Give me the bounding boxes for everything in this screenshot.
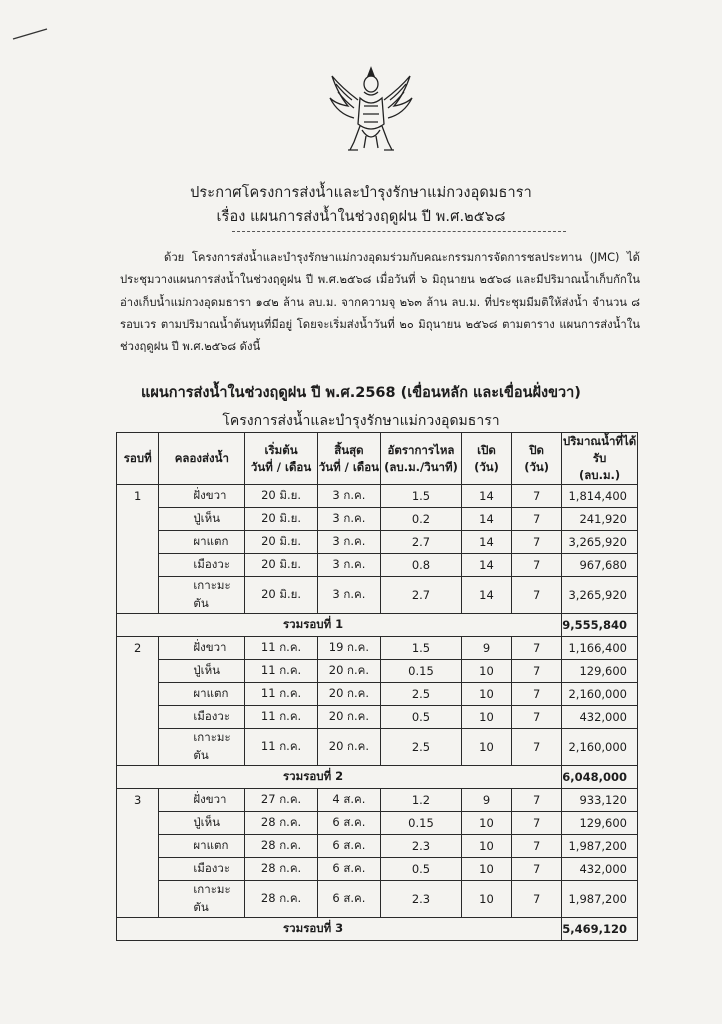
flow-rate: 2.5 xyxy=(381,729,462,766)
canal-name: ผาแตก xyxy=(159,531,245,554)
canal-name: ฝั่งขวา xyxy=(159,485,245,508)
open-days: 10 xyxy=(461,881,511,918)
open-days: 10 xyxy=(461,683,511,706)
close-days: 7 xyxy=(512,835,562,858)
end-date: 20 ก.ค. xyxy=(317,706,380,729)
flow-rate: 1.5 xyxy=(381,485,462,508)
end-date: 6 ส.ค. xyxy=(317,812,380,835)
open-days: 14 xyxy=(461,554,511,577)
water-volume: 129,600 xyxy=(562,660,638,683)
header-rate-line1: อัตราการไหล xyxy=(387,442,455,457)
start-date: 20 มิ.ย. xyxy=(245,531,318,554)
water-volume: 129,600 xyxy=(562,812,638,835)
header-close-line2: (วัน) xyxy=(524,459,550,474)
open-days: 10 xyxy=(461,729,511,766)
end-date: 20 ก.ค. xyxy=(317,729,380,766)
open-days: 14 xyxy=(461,577,511,614)
announcement-title: ประกาศโครงการส่งน้ำและบำรุงรักษาแม่กวงอุดมธารา xyxy=(190,185,532,201)
announcement-subject: เรื่อง แผนการส่งน้ำในช่วงฤดูฝน ปี พ.ศ.๒๕๖๘ xyxy=(216,209,506,225)
start-date: 20 มิ.ย. xyxy=(245,554,318,577)
end-date: 3 ก.ค. xyxy=(317,577,380,614)
water-volume: 967,680 xyxy=(562,554,638,577)
open-days: 10 xyxy=(461,858,511,881)
water-schedule-table xyxy=(116,432,638,941)
water-volume: 2,160,000 xyxy=(562,729,638,766)
header-volume-line1: ปริมาณน้ำที่ได้รับ xyxy=(562,434,637,465)
water-volume: 3,265,920 xyxy=(562,577,638,614)
open-days: 9 xyxy=(461,789,511,812)
end-date: 6 ส.ค. xyxy=(317,835,380,858)
table-row xyxy=(117,485,638,508)
end-date: 3 ก.ค. xyxy=(317,531,380,554)
open-days: 10 xyxy=(461,835,511,858)
header-open xyxy=(461,433,511,485)
header-close-line1: ปิด xyxy=(529,442,545,457)
close-days: 7 xyxy=(512,706,562,729)
table-row xyxy=(117,554,638,577)
close-days: 7 xyxy=(512,485,562,508)
subtotal-row xyxy=(117,614,638,637)
subtotal-label: รวมรอบที่ 1 xyxy=(117,614,562,637)
start-date: 27 ก.ค. xyxy=(245,789,318,812)
table-row xyxy=(117,683,638,706)
flow-rate: 0.8 xyxy=(381,554,462,577)
subtotal-label: รวมรอบที่ 3 xyxy=(117,918,562,941)
canal-name: ฝั่งขวา xyxy=(159,637,245,660)
water-volume: 2,160,000 xyxy=(562,683,638,706)
end-date: 20 ก.ค. xyxy=(317,683,380,706)
flow-rate: 0.2 xyxy=(381,508,462,531)
header-end-line1: สิ้นสุด xyxy=(334,442,364,457)
body-paragraph xyxy=(120,247,640,358)
start-date: 11 ก.ค. xyxy=(245,683,318,706)
water-volume: 241,920 xyxy=(562,508,638,531)
table-row xyxy=(117,577,638,614)
start-date: 20 มิ.ย. xyxy=(245,485,318,508)
header-rate-line2: (ลบ.ม./วินาที) xyxy=(384,459,458,474)
end-date: 3 ก.ค. xyxy=(317,485,380,508)
canal-name: เมืองวะ xyxy=(159,554,245,577)
round-number: 1 xyxy=(117,485,159,614)
header-close xyxy=(512,433,562,485)
water-volume: 3,265,920 xyxy=(562,531,638,554)
water-volume: 933,120 xyxy=(562,789,638,812)
table-row xyxy=(117,660,638,683)
canal-name: เกาะมะตัน xyxy=(159,881,245,918)
start-date: 11 ก.ค. xyxy=(245,637,318,660)
round-number: 3 xyxy=(117,789,159,918)
water-volume: 432,000 xyxy=(562,858,638,881)
header-start-line1: เริ่มต้น xyxy=(264,442,298,457)
subtotal-value: 5,469,120 xyxy=(562,918,638,941)
header-round: รอบที่ xyxy=(117,433,159,485)
canal-name: ผาแตก xyxy=(159,835,245,858)
table-row xyxy=(117,812,638,835)
table-row xyxy=(117,835,638,858)
header-end-line2: วันที่ / เดือน xyxy=(318,459,380,474)
canal-name: ปู่เห็น xyxy=(159,812,245,835)
canal-name: เมืองวะ xyxy=(159,858,245,881)
header-volume-line2: (ลบ.ม.) xyxy=(579,468,621,482)
close-days: 7 xyxy=(512,812,562,835)
water-volume: 1,987,200 xyxy=(562,835,638,858)
start-date: 28 ก.ค. xyxy=(245,881,318,918)
end-date: 20 ก.ค. xyxy=(317,660,380,683)
canal-name: ผาแตก xyxy=(159,683,245,706)
close-days: 7 xyxy=(512,508,562,531)
canal-name: ฝั่งขวา xyxy=(159,789,245,812)
start-date: 20 มิ.ย. xyxy=(245,577,318,614)
header-start xyxy=(245,433,318,485)
start-date: 28 ก.ค. xyxy=(245,835,318,858)
flow-rate: 2.7 xyxy=(381,577,462,614)
close-days: 7 xyxy=(512,637,562,660)
header-open-line1: เปิด xyxy=(477,442,496,457)
flow-rate: 0.5 xyxy=(381,858,462,881)
table-row xyxy=(117,881,638,918)
flow-rate: 2.7 xyxy=(381,531,462,554)
subtotal-row xyxy=(117,918,638,941)
end-date: 6 ส.ค. xyxy=(317,858,380,881)
flow-rate: 0.15 xyxy=(381,812,462,835)
header-open-line2: (วัน) xyxy=(474,459,499,474)
flow-rate: 0.5 xyxy=(381,706,462,729)
close-days: 7 xyxy=(512,554,562,577)
header-start-line2: วันที่ / เดือน xyxy=(250,459,312,474)
close-days: 7 xyxy=(512,683,562,706)
water-volume: 1,166,400 xyxy=(562,637,638,660)
start-date: 11 ก.ค. xyxy=(245,729,318,766)
open-days: 14 xyxy=(461,485,511,508)
garuda-emblem-icon xyxy=(328,64,414,156)
subtotal-row xyxy=(117,766,638,789)
flow-rate: 2.3 xyxy=(381,835,462,858)
close-days: 7 xyxy=(512,660,562,683)
flow-rate: 1.2 xyxy=(381,789,462,812)
close-days: 7 xyxy=(512,531,562,554)
flow-rate: 0.15 xyxy=(381,660,462,683)
start-date: 11 ก.ค. xyxy=(245,660,318,683)
table-title: แผนการส่งน้ำในช่วงฤดูฝน ปี พ.ศ.2568 (เขื่อนหลัก และเขื่อนฝั่งขวา) xyxy=(141,385,581,401)
flow-rate: 2.3 xyxy=(381,881,462,918)
divider xyxy=(232,231,566,232)
table-row xyxy=(117,789,638,812)
table-row xyxy=(117,858,638,881)
start-date: 20 มิ.ย. xyxy=(245,508,318,531)
table-subtitle: โครงการส่งน้ำและบำรุงรักษาแม่กวงอุดมธารา xyxy=(222,413,500,429)
subtotal-value: 9,555,840 xyxy=(562,614,638,637)
body-paragraph-text: ด้วย โครงการส่งน้ำและบำรุงรักษาแม่กวงอุดมร่วมกับคณะกรรมการจัดการชลประทาน (JMC) ได้ประชุมวางแผนการส่งน้ำในช่วงฤดูฝน ปี พ.ศ.๒๕๖๘ เมื่อวันที่ ๖ มิถุนายน ๒๕๖๘ และมีปริมาณน้ำเก็บกักในอ่างเก็บน้ำแม่กวงอุดมธารา ๑๔๒ ล้าน ลบ.ม. จากความจุ ๒๖๓ ล้าน ลบ.ม. ที่ประชุมมีมติให้ส่งน้ำ จำนวน ๘ รอบเวร ตามปริมาณน้ำต้นทุนที่มีอยู่ โดยจะเริ่มส่งน้ำวันที่ ๒๐ มิถุนายน ๒๕๖๘ ตามตาราง แผนการส่งน้ำในช่วงฤดูฝน ปี พ.ศ.๒๕๖๘ ดังนี้ xyxy=(120,251,640,354)
open-days: 14 xyxy=(461,531,511,554)
open-days: 10 xyxy=(461,706,511,729)
round-number: 2 xyxy=(117,637,159,766)
table-header-row xyxy=(117,433,638,485)
start-date: 28 ก.ค. xyxy=(245,858,318,881)
start-date: 11 ก.ค. xyxy=(245,706,318,729)
end-date: 19 ก.ค. xyxy=(317,637,380,660)
close-days: 7 xyxy=(512,789,562,812)
table-row xyxy=(117,508,638,531)
table-row xyxy=(117,706,638,729)
water-volume: 1,814,400 xyxy=(562,485,638,508)
header-rate xyxy=(381,433,462,485)
canal-name: เกาะมะตัน xyxy=(159,577,245,614)
canal-name: เกาะมะตัน xyxy=(159,729,245,766)
flow-rate: 1.5 xyxy=(381,637,462,660)
subtotal-value: 6,048,000 xyxy=(562,766,638,789)
subtotal-label: รวมรอบที่ 2 xyxy=(117,766,562,789)
close-days: 7 xyxy=(512,577,562,614)
header-canal: คลองส่งน้ำ xyxy=(159,433,245,485)
table-row xyxy=(117,531,638,554)
open-days: 14 xyxy=(461,508,511,531)
water-volume: 432,000 xyxy=(562,706,638,729)
open-days: 10 xyxy=(461,660,511,683)
water-volume: 1,987,200 xyxy=(562,881,638,918)
table-body xyxy=(117,485,638,941)
end-date: 6 ส.ค. xyxy=(317,881,380,918)
header-volume xyxy=(562,433,638,485)
open-days: 9 xyxy=(461,637,511,660)
pen-mark xyxy=(12,28,48,40)
header-end xyxy=(317,433,380,485)
canal-name: ปู่เห็น xyxy=(159,508,245,531)
start-date: 28 ก.ค. xyxy=(245,812,318,835)
end-date: 3 ก.ค. xyxy=(317,554,380,577)
canal-name: ปู่เห็น xyxy=(159,660,245,683)
end-date: 3 ก.ค. xyxy=(317,508,380,531)
canal-name: เมืองวะ xyxy=(159,706,245,729)
table-row xyxy=(117,637,638,660)
close-days: 7 xyxy=(512,729,562,766)
table-row xyxy=(117,729,638,766)
flow-rate: 2.5 xyxy=(381,683,462,706)
end-date: 4 ส.ค. xyxy=(317,789,380,812)
open-days: 10 xyxy=(461,812,511,835)
close-days: 7 xyxy=(512,881,562,918)
close-days: 7 xyxy=(512,858,562,881)
